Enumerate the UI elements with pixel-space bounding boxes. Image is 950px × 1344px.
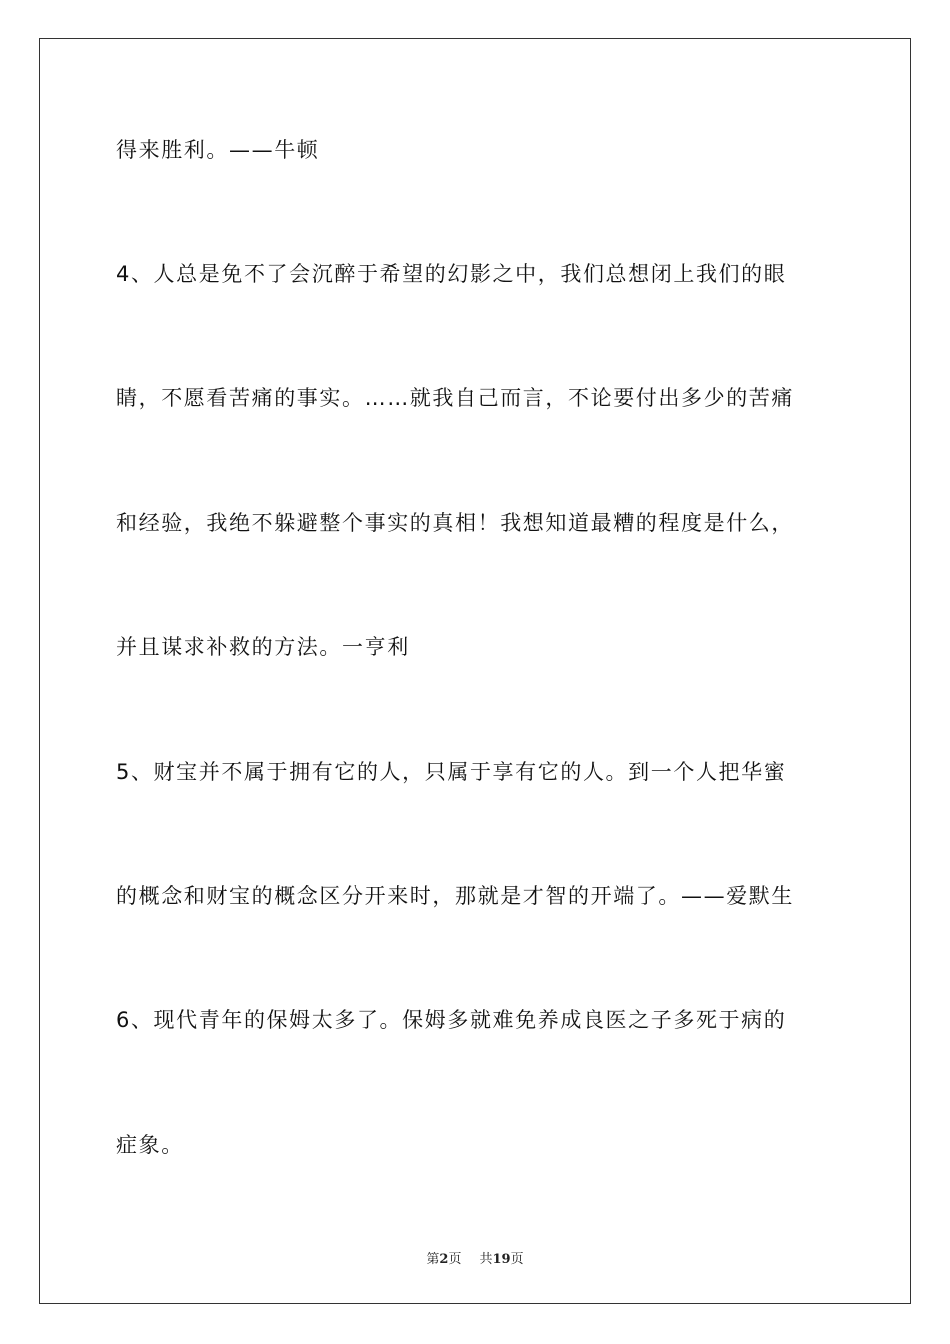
footer-page-suffix: 页: [448, 1252, 462, 1267]
footer-total-number: 19: [492, 1252, 511, 1267]
footer-page-number: 2: [439, 1252, 449, 1267]
text-line-5: 并且谋求补救的方法。一亨利: [116, 635, 410, 659]
text-line-3: 睛，不愿看苦痛的事实。……就我自己而言，不论要付出多少的苦痛: [116, 386, 794, 410]
footer-total-suffix: 页: [510, 1252, 524, 1267]
page-footer: [0, 1248, 950, 1267]
text-line-4: 和经验，我绝不躲避整个事实的真相！我想知道最糟的程度是什么，: [116, 511, 794, 535]
text-line-2: 4、人总是免不了会沉醉于希望的幻影之中，我们总想闭上我们的眼: [116, 262, 787, 286]
text-line-8: 6、现代青年的保姆太多了。保姆多就难免养成良医之子多死于病的: [116, 1008, 787, 1032]
page-border: [39, 38, 911, 1304]
text-line-7: 的概念和财宝的概念区分开来时，那就是才智的开端了。——爱默生: [116, 884, 794, 908]
footer-total-prefix: 共: [479, 1252, 493, 1267]
footer-page-prefix: 第: [426, 1252, 440, 1267]
text-line-9: 症象。: [116, 1133, 184, 1157]
text-line-1: 得来胜利。——牛顿: [116, 138, 320, 162]
text-line-6: 5、财宝并不属于拥有它的人，只属于享有它的人。到一个人把华蜜: [116, 760, 787, 784]
